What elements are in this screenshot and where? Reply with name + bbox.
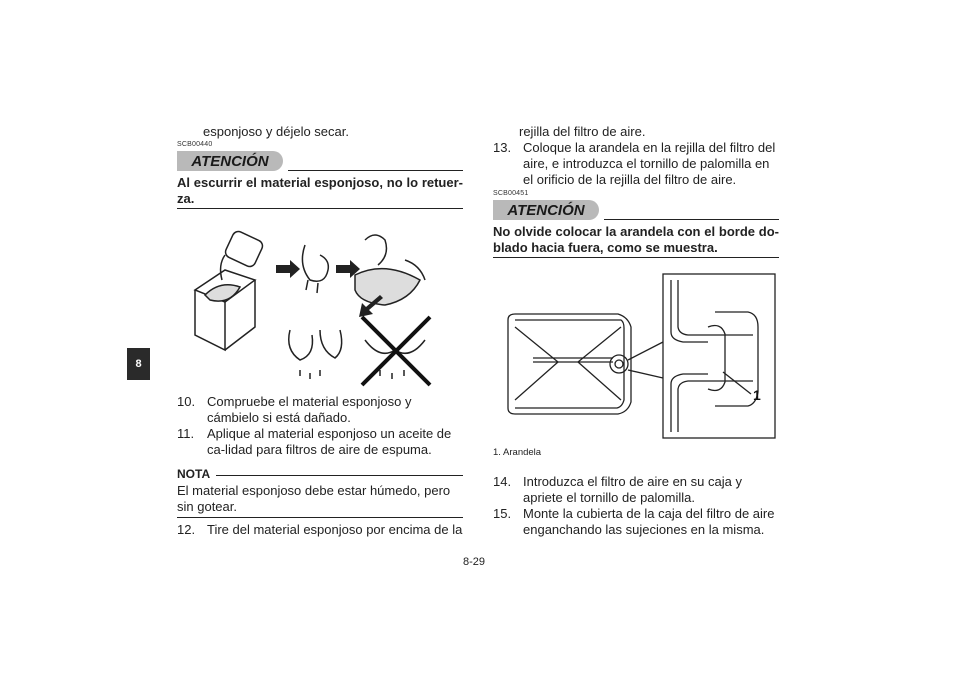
- step-13: [493, 140, 779, 188]
- step-13-number: 13.: [493, 140, 512, 155]
- caution2-label: ATENCIÓN: [507, 201, 585, 219]
- caution1-label: ATENCIÓN: [191, 152, 269, 170]
- caution2-text: No olvide colocar la arandela con el borde do-blado hacia fuera, como se muestra.: [493, 224, 779, 255]
- left-intro-text: esponjoso y déjelo secar.: [203, 124, 349, 139]
- note-rule-bottom: [177, 517, 463, 518]
- washer-diagram: [493, 272, 783, 440]
- caution2-banner: [493, 200, 599, 220]
- caution1-text: Al escurrir el material esponjoso, no lo retuer-za.: [177, 175, 463, 206]
- caution1-rule-top: [288, 170, 463, 171]
- figure-caption: 1. Arandela: [493, 447, 542, 458]
- step-11-number: 11.: [177, 426, 195, 441]
- right-steps: [493, 474, 779, 538]
- caution1-rule-bottom: [177, 208, 463, 209]
- step-12-text: Tire del material esponjoso por encima de la: [207, 522, 463, 537]
- step-14-number: 14.: [493, 474, 512, 489]
- step-14-text: Introduzca el filtro de aire en su caja y apriete el tornillo de palomilla.: [523, 474, 742, 505]
- caution2-rule-top: [604, 219, 779, 220]
- chapter-tab: 8: [127, 348, 150, 380]
- page-number: 8-29: [463, 556, 486, 568]
- step-10: [177, 394, 463, 426]
- step-13-text: Coloque la arandela en la rejilla del filtro del aire, e introduzca el tornillo de palomilla en el orificio de la rejilla del filtro de aire.: [523, 140, 776, 187]
- caution1-banner: [177, 151, 283, 171]
- step-11-text: Aplique al material esponjoso un aceite de ca-lidad para filtros de aire de espuma.: [207, 426, 452, 457]
- step-10-number: 10.: [177, 394, 196, 409]
- step-15-number: 15.: [493, 506, 512, 521]
- step-14: [493, 474, 779, 506]
- caution2-rule-bottom: [493, 257, 779, 258]
- note-label: NOTA: [177, 467, 211, 481]
- washer-callout-number: 1: [753, 387, 761, 403]
- step-12-number: 12.: [177, 522, 196, 537]
- step-12: [177, 522, 463, 538]
- caution1-code: SCB00440: [177, 141, 213, 148]
- note-rule-top: [216, 475, 463, 476]
- step-10-text: Compruebe el material esponjoso y cámbielo si está dañado.: [207, 394, 412, 425]
- step-15: [493, 506, 779, 538]
- foam-cleaning-illustration: [180, 225, 440, 390]
- right-intro-text: rejilla del filtro de aire.: [519, 124, 646, 139]
- note-text: El material esponjoso debe estar húmedo, pero sin gotear.: [177, 483, 451, 514]
- step-15-text: Monte la cubierta de la caja del filtro de aire enganchando las sujeciones en la misma.: [523, 506, 775, 537]
- step-11: [177, 426, 463, 458]
- left-steps: [177, 394, 463, 458]
- caution2-code: SCB00451: [493, 190, 529, 197]
